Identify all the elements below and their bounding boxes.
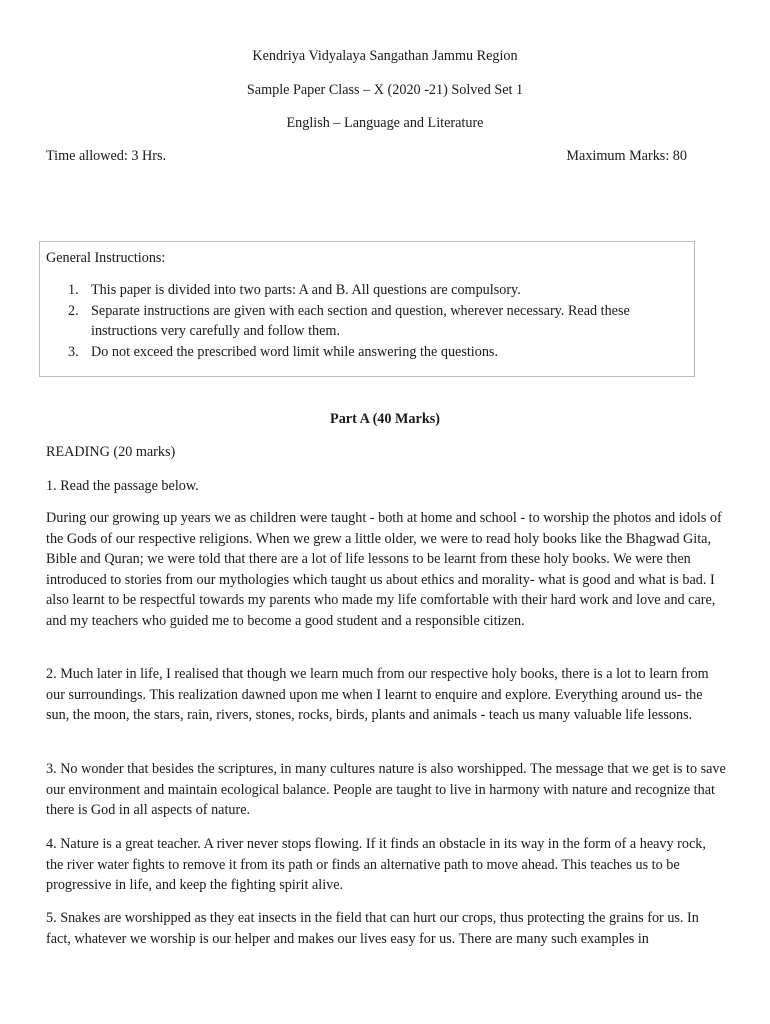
question-prompt: 1. Read the passage below. [46,478,199,494]
instruction-number: 2. [68,302,79,319]
instruction-item [68,301,668,342]
passage-paragraph-3: 3. No wonder that besides the scriptures, in many cultures nature is also worshipped. The message that we get is to save our environment and maintain ecological balance. People are taught to live in harmony with nature and recognize that there is God in all aspects of nature. [46,761,726,819]
subject-title: English – Language and Literature [286,115,484,131]
passage-paragraph-2: 2. Much later in life, I realised that though we learn much from our respective holy books, there is a lot to learn from our surroundings. This realization dawned upon me when I learnt to enquire and explore. Everything around us- the sun, the moon, the stars, rain, rivers, stones, rocks, birds, plants and animals - teach us many valuable life lessons. [46,666,709,724]
general-instructions-box [39,241,695,377]
instruction-text: This paper is divided into two parts: A and B. All questions are compulsory. [91,282,521,298]
maximum-marks: Maximum Marks: 80 [566,148,687,164]
instruction-text: Do not exceed the prescribed word limit while answering the questions. [91,344,498,361]
instruction-number: 1. [68,282,79,298]
instructions-list [68,280,668,363]
instruction-number: 3. [68,344,79,361]
paper-title: Sample Paper Class – X (2020 -21) Solved Set 1 [246,82,524,98]
instruction-item [68,342,668,363]
passage-paragraph-1: During our growing up years we as children were taught - both at home and school - to worship the photos and idols of the Gods of our respective religions. When we grew a little older, we were to read holy books like the Bhagwad Gita, Bible and Quran; we were told that there are a lot of life lessons to be learnt from these holy books. We were then introduced to stories from our mythologies which taught us about ethics and morality- what is good and what is bad. I also learnt to be respectful towards my parents who made my life comfortable with their hard work and love and care, and my teachers who guided me to become a good student and a responsible citizen. [46,510,722,629]
instructions-title: General Instructions: [46,250,166,266]
reading-section-heading: READING (20 marks) [46,444,176,460]
passage-paragraph-4: 4. Nature is a great teacher. A river never stops flowing. If it finds an obstacle in its way in the form of a heavy rock, the river water fights to remove it from its path or finds an alternative path to move ahead. This teaches us to be progressive in life, and keep the fighting spirit alive. [46,836,706,894]
organization-title: Kendriya Vidyalaya Sangathan Jammu Region [252,48,518,64]
instruction-item [68,280,668,301]
time-allowed: Time allowed: 3 Hrs. [46,148,167,164]
instruction-text: Separate instructions are given with each section and question, wherever necessary. Read these instructions very carefully and follow them. [91,302,630,340]
passage-paragraph-5: 5. Snakes are worshipped as they eat insects in the field that can hurt our crops, thus protecting the grains for us. In fact, whatever we worship is our helper and makes our lives easy for us. There are many such examples in [46,910,699,947]
part-a-heading: Part A (40 Marks) [330,411,440,427]
